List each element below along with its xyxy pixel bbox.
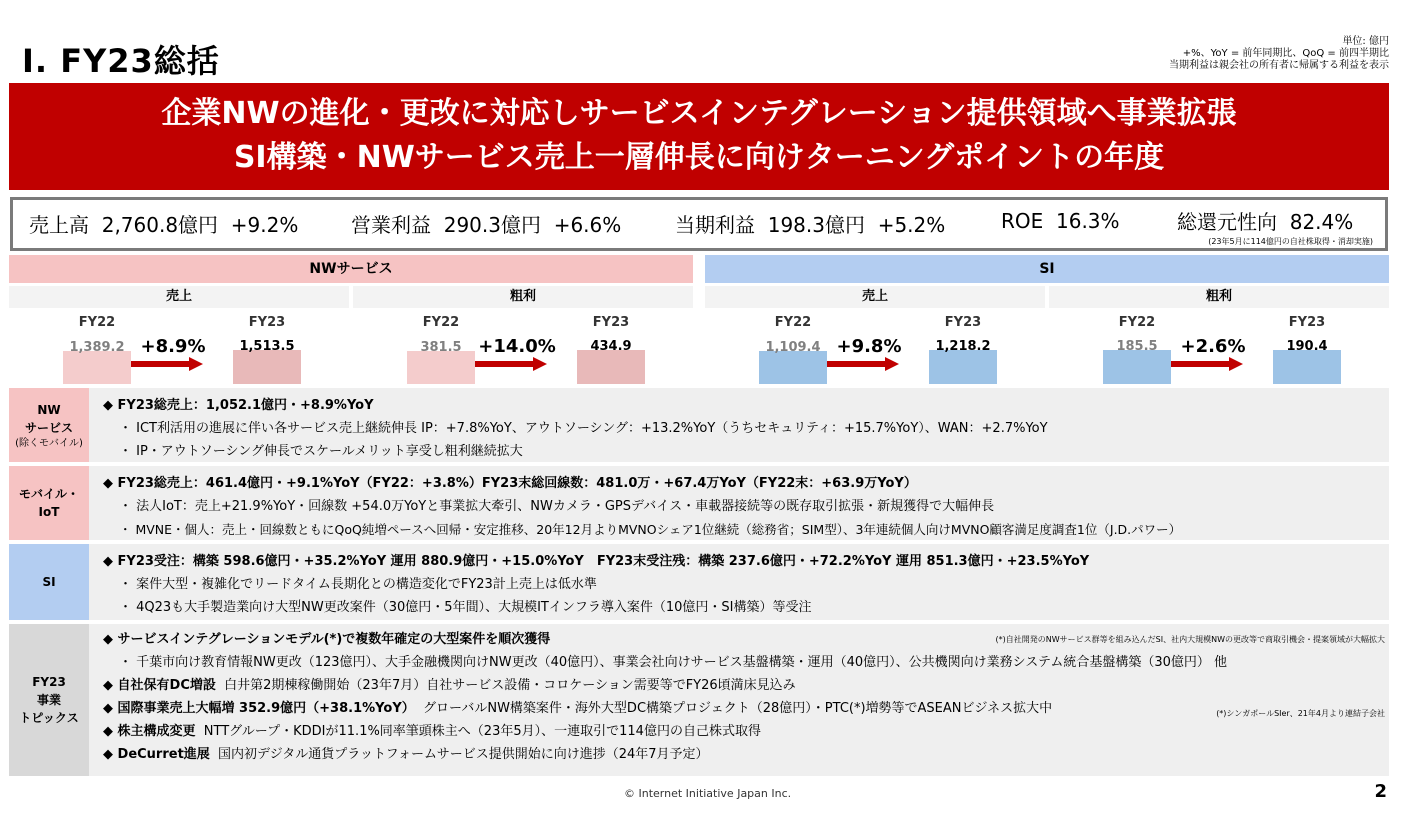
nw-main-line: ◆ FY23総売上：1,052.1億円・+8.9%YoY [103,398,374,413]
chart-bar [577,350,645,384]
topic-footnote-si-model: (*)自社開発のNWサービス群等を組み込んだSI、社内大規模NWの更改等で商取引機会・提案領域が大幅拡大 [995,635,1385,644]
row-nw-service [9,388,1389,462]
mobile-sub-line: ・ 法人IoT：売上+21.9%YoY・回線数 +54.0万YoYと事業拡大牽引、NWカメラ・GPSデバイス・車載器接続等の既存取引拡張・新規獲得で大幅伸長 [119,499,995,514]
kpi-value: 198.3億円 [767,213,865,237]
chart-bar [1273,350,1341,384]
kpi-summary [10,197,1388,251]
topic-line [103,674,1385,697]
topic-text: NTTグループ・KDDIが11.1%同率筆頭株主へ（23年5月）、一連取引で114億円の自己株式取得 [203,724,761,739]
right-arrow-icon [131,357,203,371]
topic-head: ◆ DeCurret進展 [103,747,210,762]
si-sub-line: ・ 4Q23も大手製造業向け大型NW更改案件（30億円・5年間）、大規模ITインフラ導入案件（10億円・SI構築）等受注 [119,600,812,615]
page-number: 2 [1374,781,1387,802]
si-sub-line: ・ 案件大型・複雑化でリードタイム長期化との構造変化でFY23計上売上は低水準 [119,577,597,592]
copyright: © Internet Initiative Japan Inc. [624,787,792,800]
si-revenue-header: 売上 [705,286,1045,308]
row-mobile-iot [9,466,1389,540]
topic-head: ◆ 自社保有DC増設 [103,678,216,693]
chart-category-label: FY23 [1288,315,1326,330]
chart-category-label: FY23 [592,315,630,330]
kpi-change: +6.6% [553,213,622,237]
kpi-label: 営業利益 [351,213,431,237]
kpi-operating-profit [351,209,621,238]
chart-value-label: 1,513.5 [239,339,295,354]
topic-text: グローバルNW構築案件・海外大型DC構築プロジェクト（28億円）・PTC(*)増勢等でASEANビジネス拡大中 [423,701,1053,716]
chart-value-label: 1,389.2 [69,339,125,355]
nw-sub-line: ・ IP・アウトソーシング伸長でスケールメリット享受し粗利継続拡大 [119,444,523,459]
chart-value-label: 434.9 [590,339,632,354]
mobile-sub-line: ・ MVNE・個人：売上・回線数ともにQoQ純増ペースへ回帰・安定推移、20年12月よりMVNOシェア1位継続（総務省；SIM型）、3年連続個人向けMVNO顧客満足度調査1位（J.D.パワー） [119,522,1182,537]
kpi-revenue [29,209,298,238]
unit-note: 単位: 億円 [1342,36,1389,47]
chart-yoy-label: +9.8% [836,336,902,357]
chart-value-label: 190.4 [1286,339,1328,354]
chart-category-label: FY22 [422,315,460,330]
chart-category-label: FY23 [944,315,982,330]
chart-panel [353,310,693,384]
kpi-value: 2,760.8億円 [101,213,219,237]
kpi-roe [1001,209,1120,233]
nw-sub-line: ・ ICT利活用の進展に伴い各サービス売上継続伸長 IP：+7.8%YoY、アウトソーシング：+13.2%YoY（うちセキュリティ：+15.7%YoY）、WAN：+2.7%YoY [119,421,1048,436]
si-gross-profit-header: 粗利 [1049,286,1389,308]
headline-line-2: SI構築・NWサービス売上一層伸長に向けターニングポイントの年度 [233,140,1165,175]
nw-revenue-header: 売上 [9,286,349,308]
profit-note: 当期利益は親会社の所有者に帰属する利益を表示 [1169,60,1389,71]
chart-value-label: 185.5 [1116,339,1158,355]
row-label-line: トピックス [19,711,79,725]
kpi-payout [1177,206,1353,235]
topic-line [103,697,1385,720]
headline-line-1: 企業NWの進化・更改に対応しサービスインテグレーション提供領域へ事業拡張 [161,96,1237,131]
topic-head: ◆ サービスインテグレーションモデル(*)で複数年確定の大型案件を順次獲得 [103,632,551,647]
row-body-topics [103,628,1385,766]
chart-panel [705,310,1045,384]
mobile-main-line: ◆ FY23総売上：461.4億円・+9.1%YoY（FY22：+3.8%）FY23末総回線数：481.0万・+67.4万YoY（FY22末：+63.9万YoY） [103,476,917,491]
row-label-line: サービス [24,420,73,435]
chart-panel [9,310,349,384]
topic-head: ◆ 株主構成変更 [103,724,196,739]
chart-bar [929,350,997,384]
chart-bar [233,350,301,384]
kpi-label: ROE [1001,209,1044,233]
chart-bar [63,351,131,385]
chart-category-label: FY22 [774,315,812,330]
row-label-si [9,544,89,620]
chart-value-label: 1,218.2 [935,339,991,354]
kpi-payout-note: (23年5月に114億円の自社株取得・消却実施) [1208,237,1373,246]
chart-value-label: 381.5 [420,339,462,355]
page-title: Ⅰ. FY23総括 [22,42,220,80]
topic-head: ◆ 国際事業売上大幅増 352.9億円（+38.1%YoY） [103,701,415,716]
nw-gross-profit-header: 粗利 [353,286,693,308]
chart-category-label: FY23 [248,315,286,330]
row-label-line: SI [42,575,56,589]
topic-line [103,720,1385,743]
chart-yoy-label: +8.9% [140,336,206,357]
kpi-value: 82.4% [1289,210,1354,234]
topic-text: 国内初デジタル通貨プラットフォームサービス提供開始に向け進捗（24年7月予定） [218,747,709,762]
row-label-line: FY23 [32,675,66,689]
chart-yoy-label: +14.0% [478,336,556,357]
segment-nw-header: NWサービス [9,255,693,283]
chart-category-label: FY22 [78,315,116,330]
kpi-change: +9.2% [230,213,299,237]
row-label-line: IoT [38,505,60,519]
kpi-label: 売上高 [29,213,89,237]
row-label-line: モバイル・ [18,487,79,501]
row-label-topics [9,624,89,776]
chart-bar [1103,350,1171,384]
unit-notes [1169,36,1389,72]
row-body-mobile [103,472,1385,541]
row-body-si [103,550,1385,619]
row-label-nw [9,388,89,462]
headline-banner [9,83,1389,190]
kpi-value: 16.3% [1056,209,1120,233]
right-arrow-icon [1171,357,1243,371]
row-label-line: NW [37,402,61,417]
chart-yoy-label: +2.6% [1180,336,1246,357]
chart-bar [407,351,475,384]
chart-category-label: FY22 [1118,315,1156,330]
right-arrow-icon [827,357,899,371]
si-main-line: ◆ FY23受注：構築 598.6億円・+35.2%YoY 運用 880.9億円・+15.0%YoY FY23末受注残：構築 237.6億円・+72.2%YoY 運用 851.3億円・+23.5%YoY [103,554,1090,569]
yoy-note: +%、YoY = 前年同期比、QoQ = 前四半期比 [1182,48,1389,59]
topic-line [103,743,1385,766]
kpi-label: 総還元性向 [1177,210,1277,234]
row-label-note: (除くモバイル) [15,437,83,449]
kpi-value: 290.3億円 [443,213,541,237]
row-body-nw [103,394,1385,463]
chart-value-label: 1,109.4 [765,339,821,355]
row-topics [9,624,1389,776]
chart-bar [759,351,827,384]
right-arrow-icon [475,357,547,371]
topic-footnote-ptc: (*)シンガポールSIer、21年4月より連結子会社 [1216,709,1385,718]
kpi-label: 当期利益 [675,213,755,237]
kpi-change: +5.2% [877,213,946,237]
row-si [9,544,1389,620]
row-label-mobile [9,466,89,540]
topic-sub-line: ・ 千葉市向け教育情報NW更改（123億円）、大手金融機関向けNW更改（40億円）、事業会社向けサービス基盤構築・運用（40億円）、公共機関向け業務システム統合基盤構築（30億円） 他 [119,655,1228,670]
chart-panel [1049,310,1389,384]
segment-si-header: SI [705,255,1389,283]
row-label-line: 事業 [36,693,61,707]
kpi-net-profit [675,209,945,238]
topic-text: 白井第2期棟稼働開始（23年7月）自社サービス設備・コロケーション需要等でFY26頃満床見込み [224,678,796,693]
